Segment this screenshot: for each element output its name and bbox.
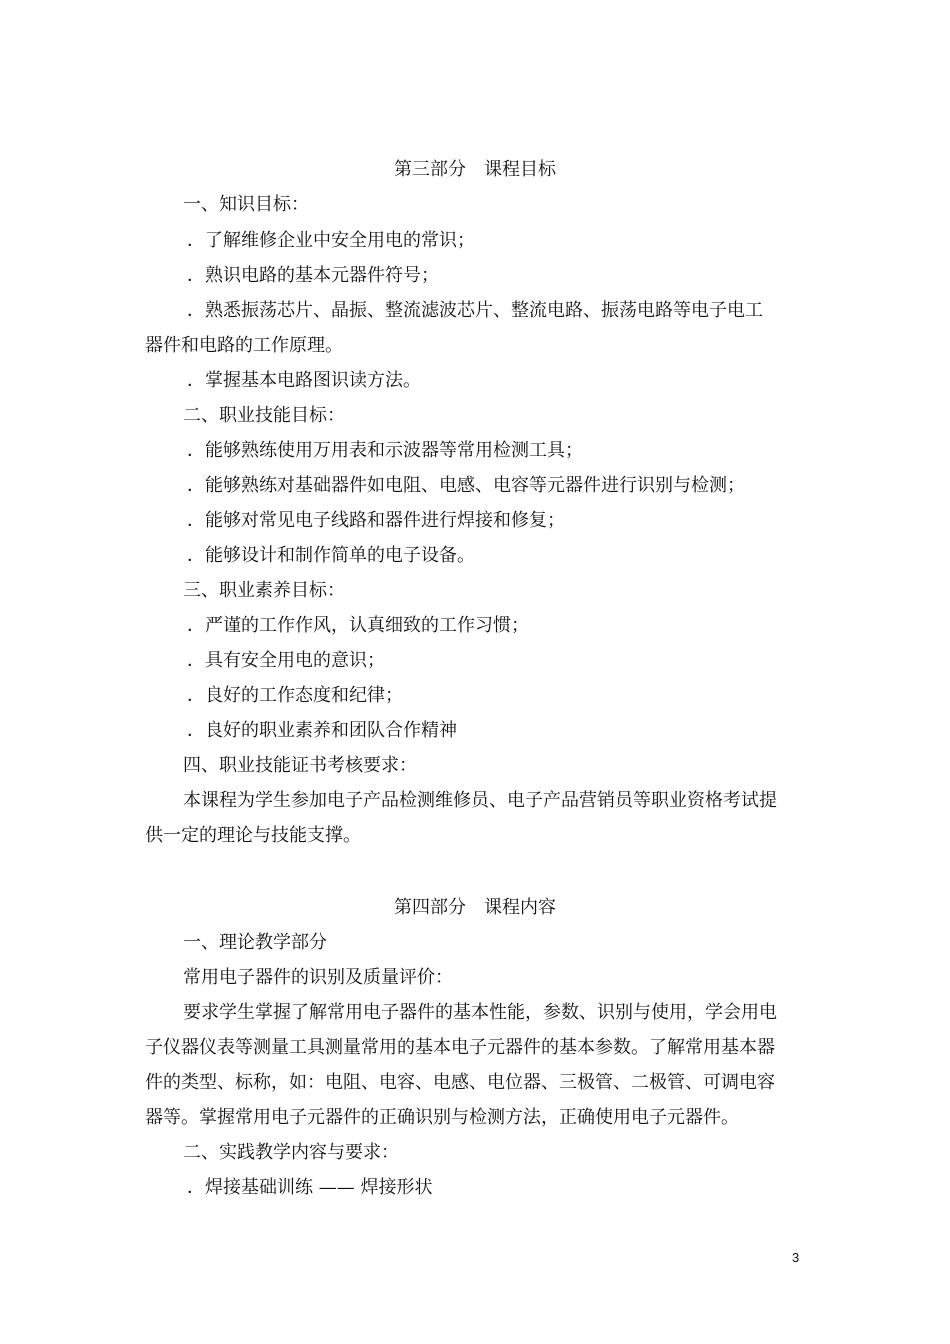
practice-title: 二、实践教学内容与要求： <box>183 1142 399 1163</box>
knowledge-item: ．掌握基本电路图识读方法。 <box>187 370 421 391</box>
quality-item: ．良好的职业素养和团队合作精神 <box>187 720 457 741</box>
theory-subtitle: 常用电子器件的识别及质量评价： <box>183 967 453 988</box>
theory-paragraph-line: 要求学生掌握了解常用电子器件的基本性能，参数、识别与使用，学会用电 <box>183 1002 777 1023</box>
theory-paragraph-line: 器等。掌握常用电子元器件的正确识别与检测方法，正确使用电子元器件。 <box>145 1107 739 1128</box>
part4-heading: 第四部分 课程内容 <box>394 897 556 918</box>
page-number: 3 <box>792 1250 800 1265</box>
certificate-title: 四、职业技能证书考核要求： <box>183 755 417 776</box>
theory-title: 一、理论教学部分 <box>183 932 327 953</box>
knowledge-item-continued: 器件和电路的工作原理。 <box>145 335 343 356</box>
knowledge-item: ．熟识电路的基本元器件符号； <box>187 265 439 286</box>
theory-paragraph-line: 件的类型、标称，如：电阻、电容、电感、电位器、三极管、二极管、可调电容 <box>145 1072 775 1093</box>
knowledge-title: 一、知识目标： <box>183 194 309 215</box>
theory-paragraph-line: 子仪器仪表等测量工具测量常用的基本电子元器件的基本参数。了解常用基本器 <box>145 1037 775 1058</box>
skills-item: ．能够熟练对基础器件如电阻、电感、电容等元器件进行识别与检测； <box>187 475 745 496</box>
quality-title: 三、职业素养目标： <box>183 580 345 601</box>
skills-item: ．能够设计和制作简单的电子设备。 <box>187 545 475 566</box>
quality-item: ．良好的工作态度和纪律； <box>187 685 403 706</box>
skills-title: 二、职业技能目标： <box>183 405 345 426</box>
quality-item: ．严谨的工作作风，认真细致的工作习惯； <box>187 615 529 636</box>
certificate-text: 本课程为学生参加电子产品检测维修员、电子产品营销员等职业资格考试提 <box>183 790 777 811</box>
part3-heading: 第三部分 课程目标 <box>394 159 556 180</box>
skills-item: ．能够对常见电子线路和器件进行焊接和修复； <box>187 510 565 531</box>
skills-item: ．能够熟练使用万用表和示波器等常用检测工具； <box>187 440 583 461</box>
certificate-text-continued: 供一定的理论与技能支撑。 <box>145 825 361 846</box>
knowledge-item: ．了解维修企业中安全用电的常识； <box>187 230 475 251</box>
knowledge-item: ．熟悉振荡芯片、晶振、整流滤波芯片、整流电路、振荡电路等电子电工 <box>187 300 763 321</box>
practice-item: ．焊接基础训练 —— 焊接形状 <box>187 1177 433 1198</box>
quality-item: ．具有安全用电的意识； <box>187 650 385 671</box>
